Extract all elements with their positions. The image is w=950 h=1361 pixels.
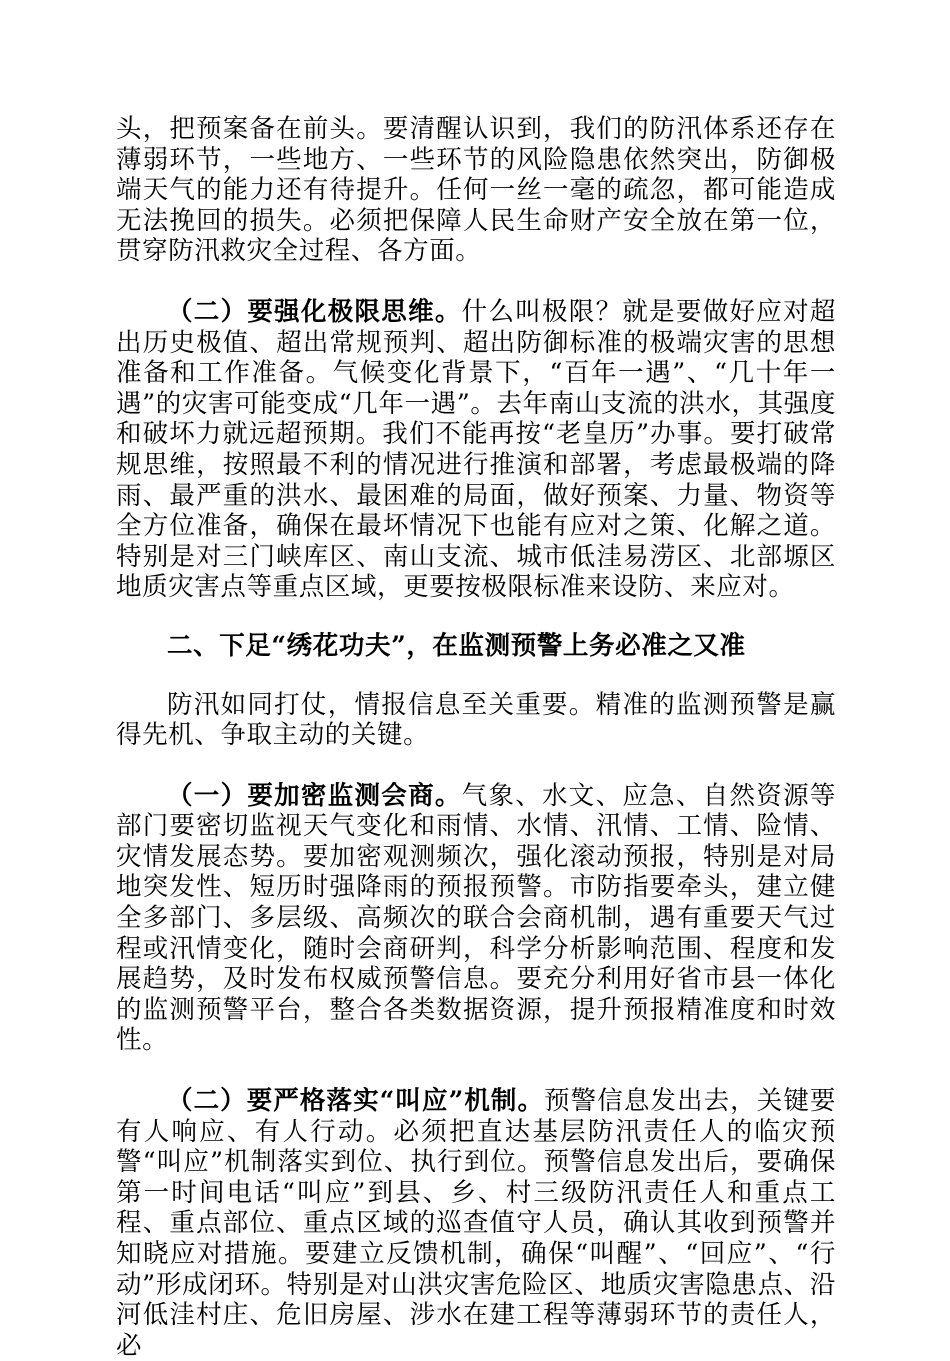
paragraph-5-lead: （二）要严格落实“叫应”机制。 bbox=[167, 1086, 545, 1117]
paragraph-3: 防汛如同打仗，情报信息至关重要。精准的监测预警是赢得先机、争取主动的关键。 bbox=[116, 689, 836, 751]
paragraph-4-body: 气象、水文、应急、自然资源等部门要密切监视天气变化和雨情、水情、汛情、工情、险情、灾情发展态势。要加密观测频次，强化滚动预报，特别是对局地突发性、短历时强降雨的预报预警。市防指要牵头，建立健全多部门、多层级、高频次的联合会商机制，遇有重要天气过程或汛情变化，随时会商研判，科学分析影响范围、程度和发展趋势，及时发布权威预警信息。要充分利用好省市县一体化的监测预警平台，整合各类数据资源，提升预报精准度和时效性。 bbox=[116, 780, 836, 1056]
paragraph-1: 头，把预案备在前头。要清醒认识到，我们的防汛体系还存在薄弱环节，一些地方、一些环节的风险隐患依然突出，防御极端天气的能力还有待提升。任何一丝一毫的疏忽，都可能造成无法挽回的损失。必须把保障人民生命财产安全放在第一位，贯穿防汛救灾全过程、各方面。 bbox=[116, 114, 836, 267]
document-page bbox=[116, 114, 836, 1361]
paragraph-5 bbox=[116, 1086, 836, 1361]
paragraph-gap bbox=[116, 267, 836, 297]
paragraph-2 bbox=[116, 297, 836, 603]
paragraph-4-lead: （一）要加密监测会商。 bbox=[167, 780, 462, 811]
paragraph-2-lead: （二）要强化极限思维。 bbox=[167, 296, 462, 327]
paragraph-gap bbox=[116, 751, 836, 781]
paragraph-2-body: 什么叫极限？就是要做好应对超出历史极值、超出常规预判、超出防御标准的极端灾害的思想准备和工作准备。气候变化背景下，“百年一遇”、“几十年一遇”的灾害可能变成“几年一遇”。去年南山支流的洪水，其强度和破坏力就远超预期。我们不能再按“老皇历”办事。要打破常规思维，按照最不利的情况进行推演和部署，考虑最极端的降雨、最严重的洪水、最困难的局面，做好预案、力量、物资等全方位准备，确保在最坏情况下也能有应对之策、化解之道。特别是对三门峡库区、南山支流、城市低洼易涝区、北部塬区地质灾害点等重点区域，更要按极限标准来设防、来应对。 bbox=[116, 296, 836, 603]
section-heading-2: 二、下足“绣花功夫”，在监测预警上务必准之又准 bbox=[167, 630, 746, 661]
paragraph-gap bbox=[116, 603, 836, 631]
paragraph-5-body: 预警信息发出去，关键要有人响应、有人行动。必须把直达基层防汛责任人的临灾预警“叫应”机制落实到位、执行到位。预警信息发出后，要确保第一时间电话“叫应”到县、乡、村三级防汛责任人和重点工程、重点部位、重点区域的巡查值守人员，确认其收到预警并知晓应对措施。要建立反馈机制，确保“叫醒”、“回应”、“行动”形成闭环。特别是对山洪灾害危险区、地质灾害隐患点、沿河低洼村庄、危旧房屋、涉水在建工程等薄弱环节的责任人，必 bbox=[116, 1086, 836, 1361]
paragraph-gap bbox=[116, 1056, 836, 1086]
paragraph-gap bbox=[116, 662, 836, 690]
paragraph-4 bbox=[116, 781, 836, 1056]
